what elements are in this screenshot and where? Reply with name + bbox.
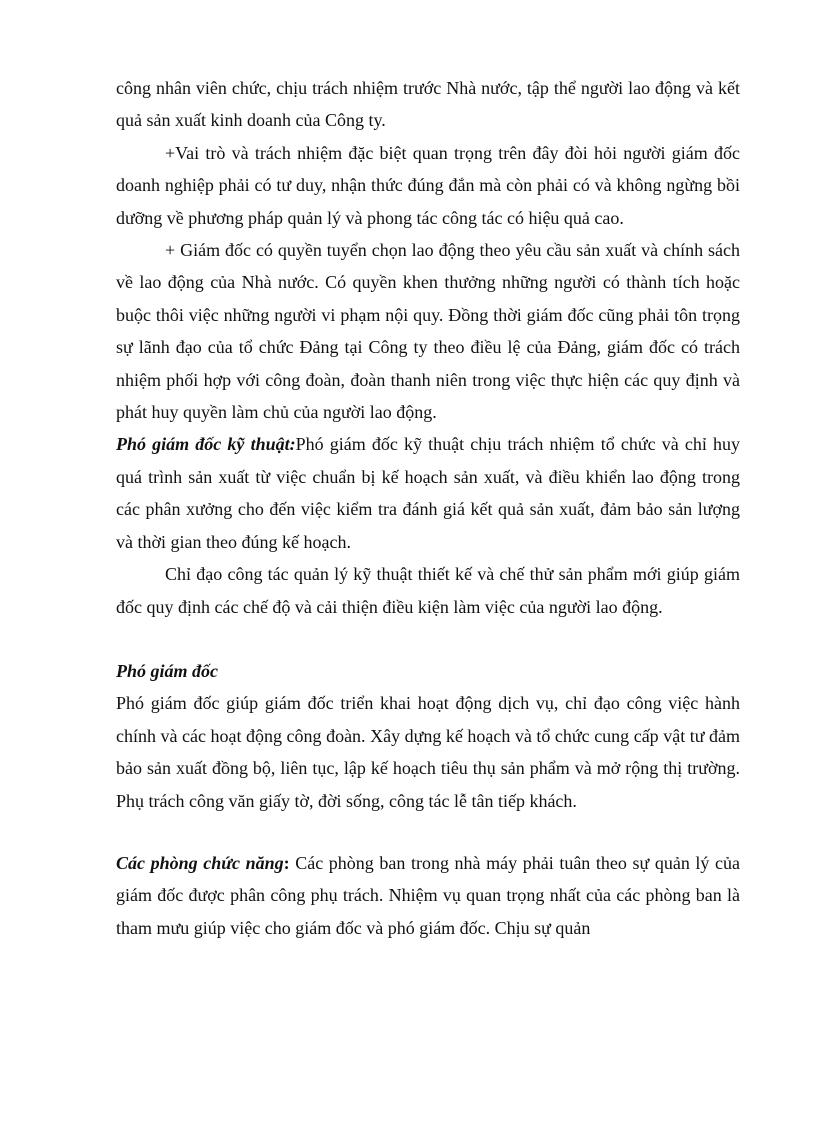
- departments-separator: :: [283, 852, 290, 873]
- deputy-director-text: Phó giám đốc giúp giám đốc triển khai hoạt động dịch vụ, chỉ đạo công việc hành chính và các hoạt động công đoàn. Xây dựng kế hoạch và tổ chức cung cấp vật tư đảm bảo sản xuất đồng bộ, liên tục, lập kế hoạch tiêu thụ sản phẩm và mở rộng thị trường. Phụ trách công văn giấy tờ, đời sống, công tác lễ tân tiếp khách.: [116, 693, 740, 811]
- deputy-director-heading: Phó giám đốc: [116, 660, 218, 681]
- technical-deputy-heading: Phó giám đốc kỹ thuật:: [116, 434, 296, 455]
- paragraph-director-role: +Vai trò và trách nhiệm đặc biệt quan trọng trên đây đòi hỏi người giám đốc doanh nghiệp phải có tư duy, nhận thức đúng đắn mà còn phải có và không ngừng bồi dưỡng về phương pháp quản lý và phong tác công tác có hiệu quả cao.: [116, 142, 740, 228]
- paragraph-director-rights: + Giám đốc có quyền tuyển chọn lao động theo yêu cầu sản xuất và chính sách về lao động của Nhà nước. Có quyền khen thưởng những người có thành tích hoặc buộc thôi việc những người vi phạm nội quy. Đồng thời giám đốc cũng phải tôn trọng sự lãnh đạo của tổ chức Đảng tại Công ty theo điều lệ của Đảng, giám đốc có trách nhiệm phối hợp với công đoàn, đoàn thanh niên trong việc thực hiện các quy định và phát huy quyền làm chủ của người lao động.: [116, 240, 740, 423]
- departments-heading: Các phòng chức năng: [116, 852, 284, 873]
- document-body: [116, 72, 740, 944]
- departments-text: Các phòng ban trong nhà máy phải tuân theo sự quản lý của giám đốc được phân công phụ trách. Nhiệm vụ quan trọng nhất của các phòng ban là tham mưu giúp việc cho giám đốc và phó giám đốc. Chịu sự quản: [116, 852, 741, 938]
- paragraph-responsibility: công nhân viên chức, chịu trách nhiệm trước Nhà nước, tập thể người lao động và kết quả sản xuất kinh doanh của Công ty.: [116, 78, 740, 131]
- section-technical-deputy: [116, 428, 740, 558]
- technical-deputy-continuation: Chỉ đạo công tác quản lý kỹ thuật thiết kế và chế thử sản phẩm mới giúp giám đốc quy định các chế độ và cải thiện điều kiện làm việc của người lao động.: [116, 564, 740, 617]
- section-departments: [116, 847, 740, 944]
- technical-deputy-text: Phó giám đốc kỹ thuật chịu trách nhiệm tổ chức và chỉ huy quá trình sản xuất từ việc chuẩn bị kế hoạch sản xuất, và điều khiển lao động trong các phân xưởng cho đến việc kiểm tra đánh giá kết quả sản xuất, đảm bảo sản lượng và thời gian theo đúng kế hoạch.: [116, 434, 740, 552]
